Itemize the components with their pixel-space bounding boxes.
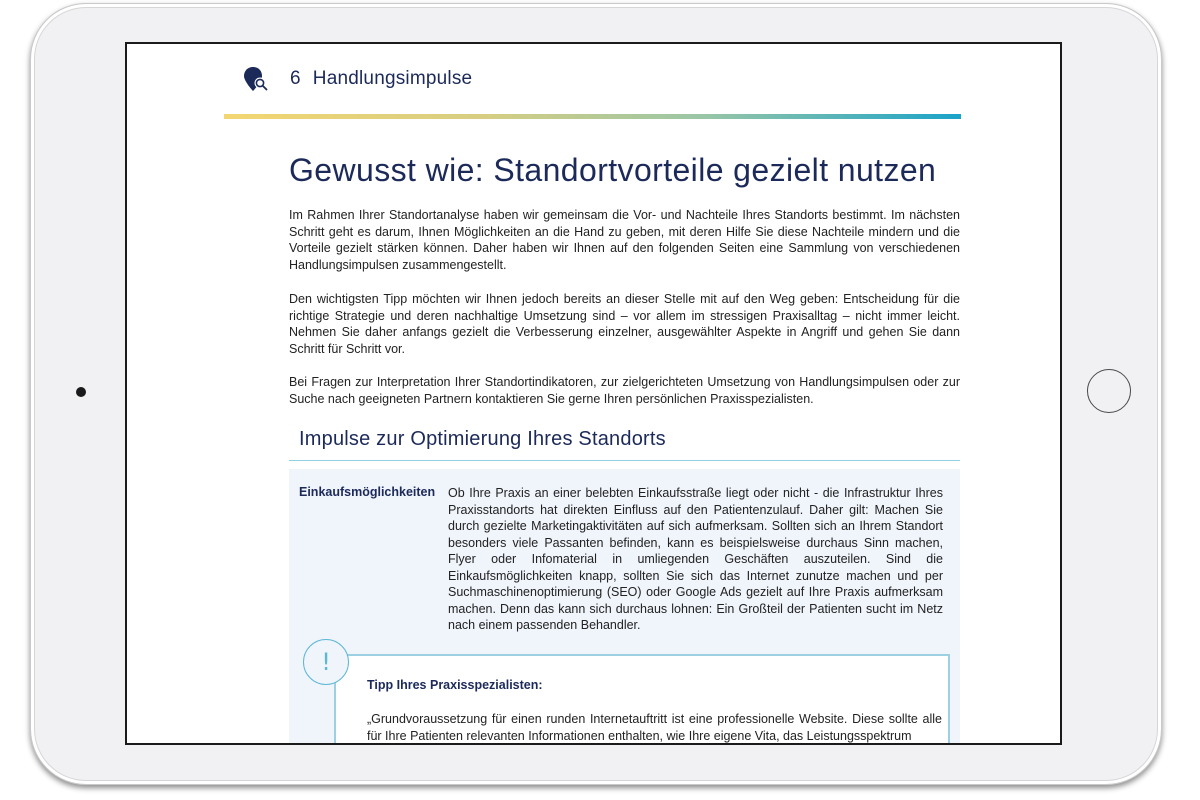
chapter-title: Handlungsimpulse xyxy=(312,68,473,89)
page-title: Gewusst wie: Standortvorteile gezielt nutzen xyxy=(289,152,937,188)
header-divider xyxy=(224,114,961,119)
home-button[interactable] xyxy=(1087,369,1131,413)
tip-paragraph: Den wichtigsten Tipp möchten wir Ihnen jedoch bereits an dieser Stelle mit auf den Weg geben: Entscheidung für die richtige Strategie und deren nachhaltige Umsetzung sind – vor allem im stressigen Praxisalltag – nicht immer leicht. Nehmen Sie daher anfangs gezielt die Verbesserung einzelner, ausgewählter Aspekte in Angriff und gehen Sie dann Schritt für Schritt vor. xyxy=(289,292,960,356)
exclamation-icon: ! xyxy=(303,639,349,685)
section-divider xyxy=(289,460,960,461)
tablet-screen xyxy=(125,42,1062,745)
document-page xyxy=(127,44,1060,743)
tip-title: Tipp Ihres Praxisspezialisten: xyxy=(367,678,543,692)
chapter-number: 6 xyxy=(290,68,301,89)
tip-text: „Grundvoraussetzung für einen runden Internetauftritt ist eine professionelle Website. Diese sollte alle für Ihre Patienten relevanten Informationen enthalten, wie Ihre eigene Vita, das Leistungsspektrum xyxy=(367,712,942,743)
chapter-heading xyxy=(290,68,472,90)
section-title: Impulse zur Optimierung Ihres Standorts xyxy=(299,428,666,450)
contact-paragraph: Bei Fragen zur Interpretation Ihrer Standortindikatoren, zur zielgerichteten Umsetzung von Handlungsimpulsen oder zur Suche nach geeigneten Partnern kontaktieren Sie gerne Ihren persönlichen Praxisspezialisten. xyxy=(289,375,960,406)
camera-dot xyxy=(76,387,86,397)
location-search-icon xyxy=(243,66,269,92)
intro-paragraph: Im Rahmen Ihrer Standortanalyse haben wir gemeinsam die Vor- und Nachteile Ihres Standorts bestimmt. Im nächsten Schritt geht es darum, Ihnen Möglichkeiten an die Hand zu geben, mit deren Hilfe Sie diese Nachteile mindern und die Vorteile gezielt stärken können. Daher haben wir Ihnen auf den folgenden Seiten eine Sammlung von verschiedenen Handlungsimpulsen zusammengestellt. xyxy=(289,208,960,272)
impulse-box xyxy=(289,469,960,745)
impulse-label: Einkaufsmöglichkeiten xyxy=(299,485,436,499)
impulse-text: Ob Ihre Praxis an einer belebten Einkaufsstraße liegt oder nicht - die Infrastruktur Ihres Praxisstandorts hat direkten Einfluss auf den Patientenzulauf. Daher gilt: Machen Sie durch gezielte Marketingaktivitäten auf sich aufmerksam. Sollten sich an Ihrem Standort besonders viele Passanten befinden, kann es beispielsweise durchaus Sinn machen, Flyer oder Infomaterial in umliegenden Geschäften auszuteilen. Sind die Einkaufsmöglichkeiten knapp, sollten Sie sich das Internet zunutze machen und per Suchmaschinenoptimierung (SEO) oder Google Ads gezielt auf Ihre Praxis aufmerksam machen. Denn das kann sich durchaus lohnen: Ein Großteil der Patienten sucht im Netz nach einem passenden Behandler. xyxy=(448,486,943,632)
